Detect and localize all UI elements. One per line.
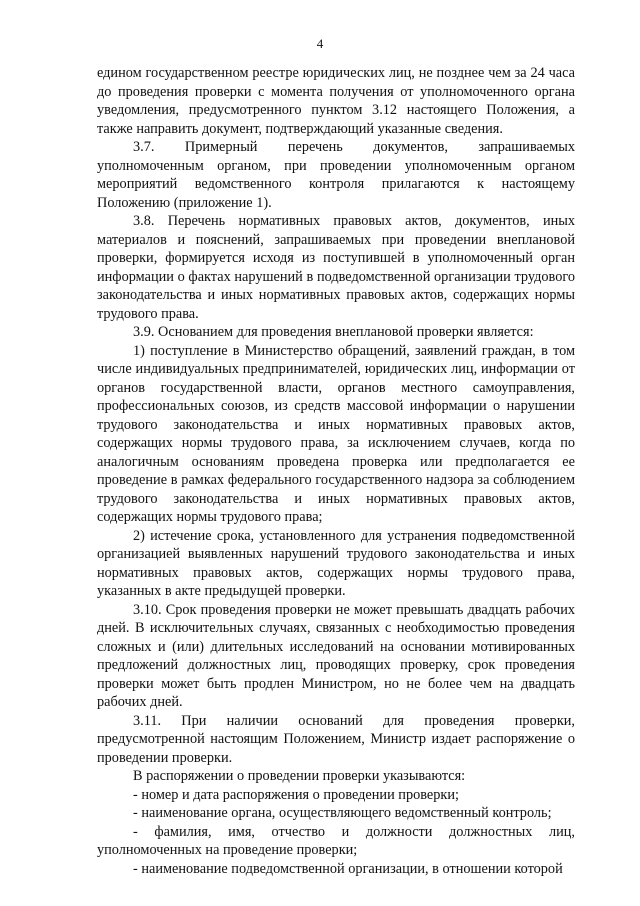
paragraph: 3.11. При наличии оснований для проведения проверки, предусмотренной настоящим Положением, Министр издает распоряжение о проведении проверки. [97, 712, 575, 766]
paragraph: 2) истечение срока, установленного для устранения подведомственной организацией выявленных нарушений трудового законодательства и иных нормативных правовых актов, содержащих нормы трудового права, указанных в акте предыдущей проверки. [97, 527, 575, 599]
document-body [97, 64, 575, 878]
page-number: 4 [316, 36, 324, 51]
paragraph: едином государственном реестре юридических лиц, не позднее чем за 24 часа до проведения проверки с момента получения от уполномоченного органа уведомления, предусмотренного пунктом 3.12 настоящего Положения, а также направить документ, подтверждающий указанные сведения. [97, 65, 575, 137]
paragraph: 3.10. Срок проведения проверки не может превышать двадцать рабочих дней. В исключительных случаях, связанных с необходимостью проведения сложных и (или) длительных исследований на основании мотивированных предложений должностных лиц, проводящих проверку, срок проведения проверки может быть продлен Министром, но не более чем на двадцать рабочих дней. [97, 601, 575, 710]
list-item: - номер и дата распоряжения о проведении проверки; [133, 786, 459, 803]
list-item: - фамилия, имя, отчество и должности должностных лиц, уполномоченных на проведение проверки; [97, 823, 575, 858]
paragraph: 3.9. Основанием для проведения внеплановой проверки является: [133, 324, 534, 340]
list-item: - наименование органа, осуществляющего ведомственный контроль; [133, 805, 552, 821]
paragraph: 3.7. Примерный перечень документов, запрашиваемых уполномоченным органом, при проведении уполномоченным органом мероприятий ведомственного контроля прилагаются к настоящему Положению (приложение 1). [97, 139, 575, 211]
list-item: - наименование подведомственной организации, в отношении которой [133, 860, 563, 877]
paragraph: 3.8. Перечень нормативных правовых актов, документов, иных материалов и пояснений, запрашиваемых при проведении внеплановой проверки, формируется исходя из поступившей в уполномоченный орган информации о фактах нарушений в подведомственной организации трудового законодательства и иных нормативных правовых актов, содержащих нормы трудового права. [97, 213, 575, 322]
paragraph: В распоряжении о проведении проверки указываются: [133, 768, 466, 784]
paragraph: 1) поступление в Министерство обращений, заявлений граждан, в том числе индивидуальных предпринимателей, юридических лиц, информации от органов государственной власти, органов местного самоуправления, профессиональных союзов, из средств массовой информации о нарушении трудового законодательства и иных нормативных правовых актов, содержащих нормы трудового права, за исключением случаев, когда по аналогичным основаниям проведена проверка или предполагается ее проведение в рамках федерального государственного надзора за соблюдением трудового законодательства и иных нормативных правовых актов, содержащих нормы трудового права; [97, 342, 575, 525]
